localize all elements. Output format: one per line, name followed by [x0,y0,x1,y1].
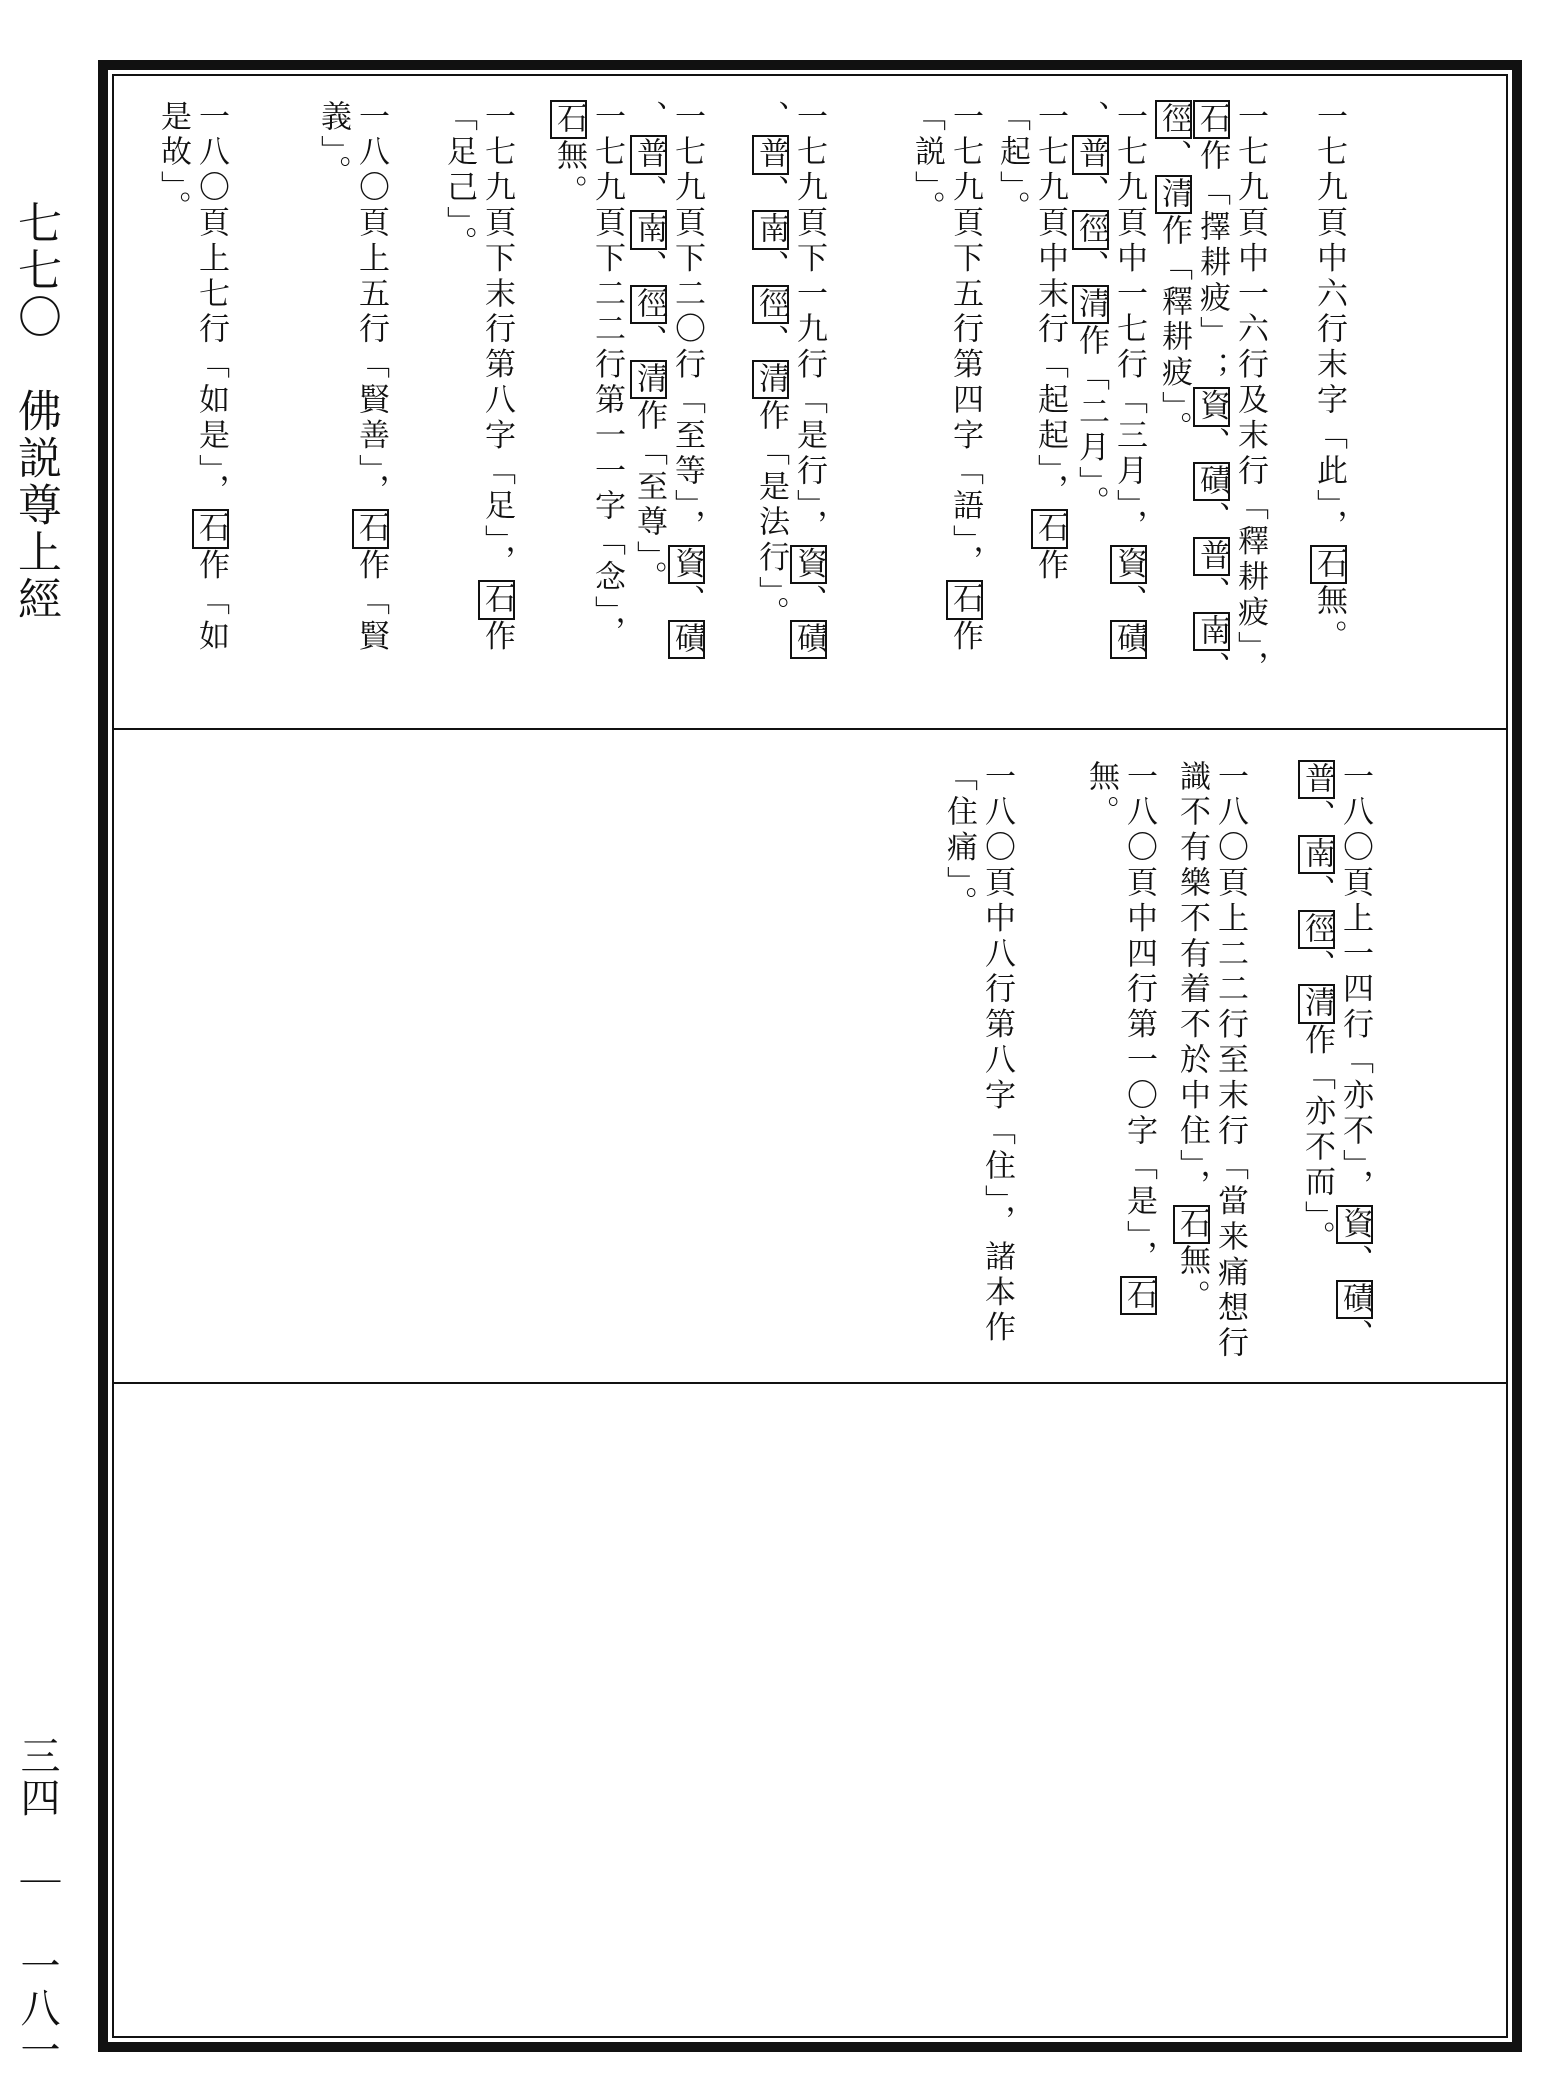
edition-siglum-box: 普 [753,137,789,173]
edition-siglum-box: 石 [479,582,515,618]
edition-siglum-box: 石 [1194,102,1230,138]
margin-sutra-title: 七七〇 佛説尊上經 [10,200,61,623]
collation-note-n4: 一七九頁中末行「起起」，石作「起」。 [994,100,1068,585]
collation-note-n14: 一八〇頁中四行第一〇字「是」，石無。 [1083,760,1157,1313]
collation-note-n11: 一八〇頁上七行「如是」，石作「如是故」。 [155,100,229,655]
section-divider-upper [112,728,1508,730]
edition-siglum-box: 石 [1174,1206,1210,1243]
edition-siglum-box: 磧 [669,621,705,657]
edition-siglum-box: 徑 [631,287,667,323]
collation-note-n12: 一八〇頁上一四行「亦不」，資、磧、普、南、徑、清作「亦不而」。 [1299,760,1373,1355]
edition-siglum-box: 南 [1194,613,1230,650]
margin-page-number: 三四 ｜ 一八一 [14,1735,60,2071]
edition-siglum-box: 資 [1337,1206,1373,1243]
edition-siglum-box: 石 [1121,1277,1157,1313]
edition-siglum-box: 普 [631,137,667,173]
edition-siglum-box: 清 [1156,176,1192,213]
edition-siglum-box: 石 [193,511,229,547]
section-divider-lower [112,1382,1508,1384]
collation-note-n3: 一七九頁中一七行「三月」，資、磧、普、徑、清作「二月」。 [1073,100,1147,657]
edition-siglum-box: 普 [1073,137,1109,173]
edition-siglum-box: 磧 [1111,621,1147,657]
edition-siglum-box: 普 [1299,762,1335,798]
edition-siglum-box: 磧 [1194,464,1230,500]
edition-siglum-box: 磧 [791,621,827,657]
edition-siglum-box: 資 [1194,389,1230,425]
collation-note-n10: 一八〇頁上五行「賢善」，石作「賢義」。 [315,100,389,655]
edition-siglum-box: 南 [753,212,789,248]
collation-note-n15: 一八〇頁中八行第八字「住」，諸本作「住痛」。 [941,760,1015,1347]
edition-siglum-box: 徑 [1299,911,1335,948]
edition-siglum-box: 徑 [753,287,789,323]
edition-siglum-box: 石 [353,511,389,547]
collation-note-n2: 一七九頁中一六行及末行「釋耕疲」，石作「擇耕疲」；資、磧、普、南、徑、清作「釋耕疲」。 [1156,100,1268,687]
collation-note-n1: 一七九頁中六行末字「此」，石無。 [1311,100,1347,655]
edition-siglum-box: 南 [631,212,667,248]
edition-siglum-box: 石 [1311,546,1347,583]
edition-siglum-box: 普 [1194,538,1230,575]
edition-siglum-box: 清 [631,361,667,398]
edition-siglum-box: 南 [1299,836,1335,873]
collation-note-n6: 一七九頁下一九行「是行」，資、磧、普、南、徑、清作「是法行」。 [753,100,827,657]
collation-note-n8: 一七九頁下二二行第一一字「念」，石無。 [551,100,625,651]
edition-siglum-box: 清 [1073,287,1109,323]
edition-siglum-box: 徑 [1073,212,1109,248]
collation-note-n5: 一七九頁下五行第四字「語」，石作「説」。 [909,100,983,655]
edition-siglum-box: 資 [669,546,705,583]
collation-note-n7: 一七九頁下二〇行「至等」，資、磧、普、南、徑、清作「至尊」。 [631,100,705,657]
edition-siglum-box: 石 [947,582,983,618]
edition-siglum-box: 石 [551,102,587,138]
edition-siglum-box: 資 [1111,546,1147,583]
edition-siglum-box: 資 [791,546,827,583]
edition-siglum-box: 徑 [1156,102,1192,138]
collation-note-n13: 一八〇頁上二二行至末行「當来痛想行識不有樂不有着不於中住」，石無。 [1174,760,1248,1362]
edition-siglum-box: 磧 [1337,1281,1373,1317]
edition-siglum-box: 清 [1299,986,1335,1022]
collation-note-n9: 一七九頁下末行第八字「足」，石作「足己」。 [441,100,515,655]
edition-siglum-box: 石 [1032,511,1068,547]
edition-siglum-box: 清 [753,361,789,398]
